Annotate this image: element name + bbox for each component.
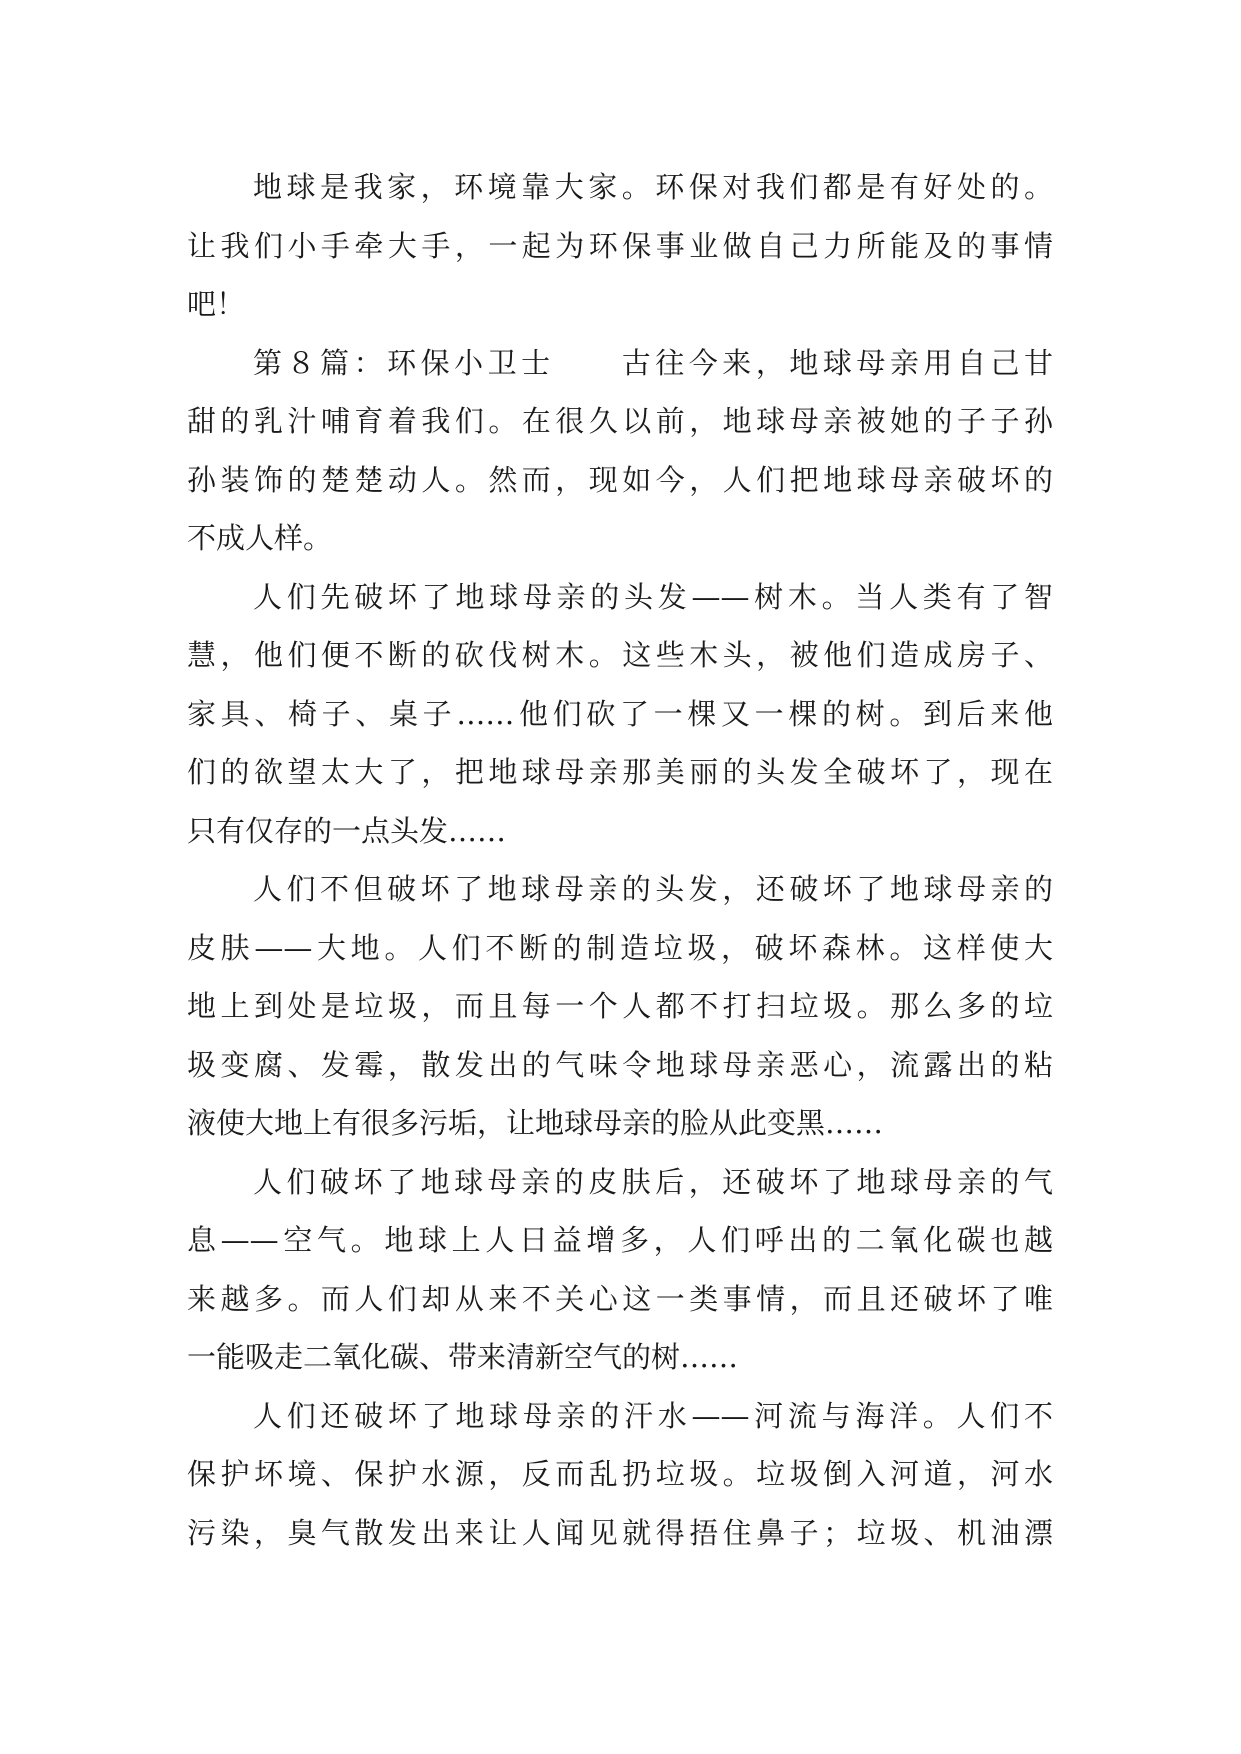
text-line: 息——空气。地球上人日益增多，人们呼出的二氧化碳也越	[187, 1223, 1053, 1257]
document-body	[187, 158, 1053, 1562]
text-line: 人们不但破坏了地球母亲的头发，还破坏了地球母亲的	[253, 872, 1053, 906]
paragraph-4	[187, 860, 1053, 1153]
text-line: 一能吸走二氧化碳、带来清新空气的树……	[187, 1340, 739, 1374]
text-line: 人们破坏了地球母亲的皮肤后，还破坏了地球母亲的气	[253, 1164, 1053, 1199]
text-line: 慧，他们便不断的砍伐树木。这些木头，被他们造成房子、	[187, 638, 1053, 672]
text-line: 吧！	[187, 287, 246, 321]
paragraph-5	[187, 1153, 1053, 1387]
text-line: 不成人样。	[187, 521, 333, 555]
paragraph-1	[187, 158, 1053, 334]
text-line: 保护坏境、保护水源，反而乱扔垃圾。垃圾倒入河道，河水	[187, 1457, 1053, 1491]
text-line: 第８篇：环保小卫士 古往今来，地球母亲用自己甘	[253, 345, 1053, 380]
text-line: 人们还破坏了地球母亲的汗水——河流与海洋。人们不	[253, 1398, 1053, 1433]
text-line: 们的欲望太大了，把地球母亲那美丽的头发全破坏了，现在	[187, 755, 1053, 789]
text-line: 让我们小手牵大手，一起为环保事业做自己力所能及的事情	[187, 228, 1053, 263]
text-line: 来越多。而人们却从来不关心这一类事情，而且还破坏了唯	[187, 1281, 1053, 1316]
text-line: 孙装饰的楚楚动人。然而，现如今，人们把地球母亲破坏的	[187, 462, 1053, 497]
text-line: 甜的乳汁哺育着我们。在很久以前，地球母亲被她的子子孙	[187, 404, 1053, 438]
text-line: 地球是我家，环境靠大家。环保对我们都是有好处的。	[253, 170, 1053, 204]
text-line: 家具、椅子、桌子……他们砍了一棵又一棵的树。到后来他	[187, 696, 1053, 731]
text-line: 液使大地上有很多污垢，让地球母亲的脸从此变黑……	[187, 1106, 884, 1140]
text-line: 地上到处是垃圾，而且每一个人都不打扫垃圾。那么多的垃	[187, 989, 1053, 1023]
text-line: 只有仅存的一点头发……	[187, 813, 507, 848]
text-line: 皮肤——大地。人们不断的制造垃圾，破坏森林。这样使大	[187, 930, 1053, 965]
paragraph-3	[187, 568, 1053, 861]
text-line: 圾变腐、发霉，散发出的气味令地球母亲恶心，流露出的粘	[187, 1047, 1053, 1082]
paragraph-6	[187, 1387, 1053, 1563]
paragraph-2	[187, 334, 1053, 568]
text-line: 污染，臭气散发出来让人闻见就得捂住鼻子；垃圾、机油漂	[187, 1515, 1053, 1550]
text-line: 人们先破坏了地球母亲的头发——树木。当人类有了智	[253, 579, 1053, 614]
